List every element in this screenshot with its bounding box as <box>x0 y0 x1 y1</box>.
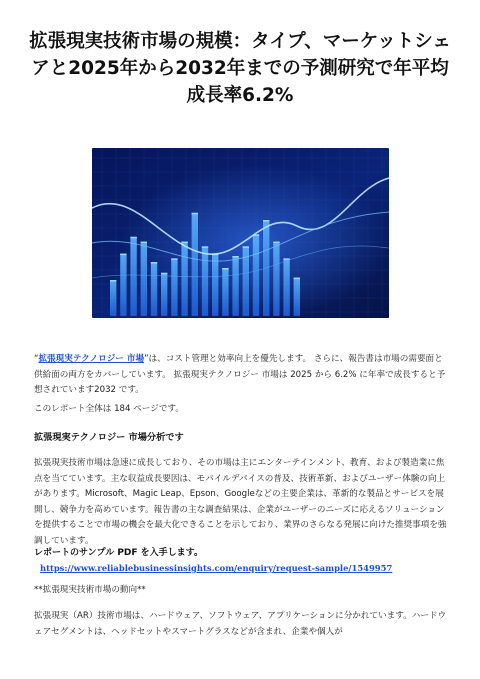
hero-bar <box>141 242 147 316</box>
hero-bar-cap <box>120 254 126 256</box>
hero-bar-cap <box>232 256 238 258</box>
hero-bar <box>283 258 289 316</box>
hero-image <box>92 148 389 318</box>
hero-bar-cap <box>192 213 198 215</box>
page-count-text: このレポート全体は 184 ページです。 <box>34 404 184 414</box>
hero-bar <box>171 258 177 316</box>
analysis-paragraph: 拡張現実技術市場は急速に成長しており、その市場は主にエンターテインメント、教育、および製造業に焦点を当てています。主な収益成長要因は、モバイルデバイスの普及、技術革新、およびユーザー体験の向上があります。Microsoft、Magic Leap、Epson、Googleなどの主要企業は、革新的な製品とサービスを展開し、競争力を高めています。報告書の主な調査結果は、企業がユーザーのニーズに応えるソリューションを提供することで市場の機会を最大化できることを示しており、業界のさらなる発展に向けた推奨事項を強調しています。 <box>34 458 447 546</box>
sample-request <box>34 546 448 577</box>
hero-bar <box>161 273 167 316</box>
hero-bar <box>212 254 218 316</box>
sample-label: レポートのサンプル PDF を入手します。 <box>34 548 203 558</box>
hero-bar <box>273 242 279 316</box>
hero-bar-cap <box>273 242 279 244</box>
sample-link[interactable]: https://www.reliablebusinessinsights.com/enquiry/request-sample/1549957 <box>40 563 393 573</box>
hero-bar <box>181 242 187 316</box>
hero-bar-cap <box>243 246 249 248</box>
hero-bar-cap <box>202 246 208 248</box>
hero-bar-cap <box>181 242 187 244</box>
quote-open: “ <box>34 354 39 364</box>
trends-heading: **拡張現実技術市場の動向** <box>34 585 146 595</box>
hero-bar <box>202 246 208 316</box>
hero-bar <box>253 234 259 316</box>
hero-bar-cap <box>222 268 228 270</box>
market-link[interactable]: 拡張現実テクノロジー 市場 <box>38 354 145 364</box>
hero-bar <box>222 268 228 316</box>
hero-bar <box>130 237 136 316</box>
document-title: 拡張現実技術市場の規模：タイプ、マーケットシェアと2025年から2032年までの予測研究で年平均成長率6.2% <box>29 31 451 106</box>
hero-bar-cap <box>171 258 177 260</box>
hero-bar-cap <box>141 242 147 244</box>
hero-bar <box>151 262 157 316</box>
hero-bar <box>120 254 126 316</box>
hero-bar-cap <box>130 237 136 239</box>
hero-bar <box>110 280 116 316</box>
bar-chart-graphic-icon <box>92 148 389 318</box>
intro-paragraph <box>34 352 448 399</box>
hero-bar <box>294 278 300 316</box>
hero-bar-cap <box>294 278 300 280</box>
trends-paragraph: 拡張現実（AR）技術市場は、ハードウェア、ソフトウェア、アプリケーションに分かれています。ハードウェアセグメントは、ヘッドセットやスマートグラスなどが含まれ、企業や個人が <box>34 611 447 637</box>
hero-bar <box>232 256 238 316</box>
hero-bar-cap <box>151 262 157 264</box>
hero-bar-cap <box>110 280 116 282</box>
intro-text: ”は、コスト管理と効率向上を優先します。 さらに、報告書は市場の需要面と供給面の両方をカバーしています。 拡張現実テクノロジー 市場は 2025 から 6.2% に年率で成長すると予想されています2032 です。 <box>34 354 446 396</box>
hero-bar <box>192 213 198 316</box>
analysis-heading: 拡張現実テクノロジー 市場分析です <box>34 432 184 443</box>
hero-bar-cap <box>263 220 269 222</box>
hero-bar-cap <box>161 273 167 275</box>
